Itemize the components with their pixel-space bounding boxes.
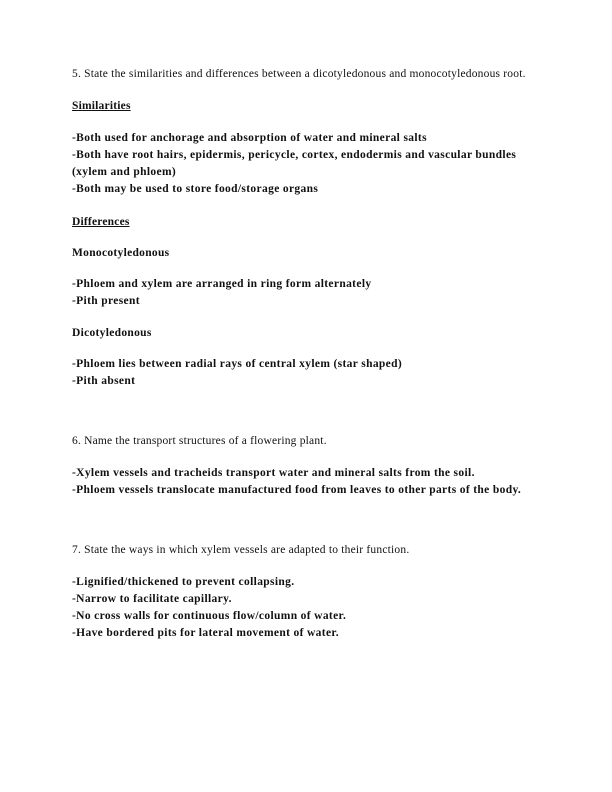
differences-heading: Differences <box>72 216 130 228</box>
dicot-heading: Dicotyledonous <box>72 327 152 339</box>
similarity-item: -Both have root hairs, epidermis, pericycle, cortex, endodermis and vascular bundles (xylem and phloem) <box>72 149 517 178</box>
document-page <box>72 66 552 642</box>
monocot-item: -Phloem and xylem are arranged in ring form alternately <box>72 278 372 290</box>
transport-item: -Phloem vessels translocate manufactured food from leaves to other parts of the body. <box>72 484 522 496</box>
dicot-item: -Phloem lies between radial rays of central xylem (star shaped) <box>72 358 403 370</box>
transport-item: -Xylem vessels and tracheids transport water and mineral salts from the soil. <box>72 467 475 479</box>
adaptation-item: -Have bordered pits for lateral movement of water. <box>72 627 340 639</box>
similarities-heading: Similarities <box>72 100 131 112</box>
similarity-item: -Both used for anchorage and absorption of water and mineral salts <box>72 132 427 144</box>
question-6: 6. Name the transport structures of a flowering plant. <box>72 435 327 447</box>
question-5: 5. State the similarities and differences between a dicotyledonous and monocotyledonous root. <box>72 68 526 80</box>
adaptation-item: -No cross walls for continuous flow/column of water. <box>72 610 347 622</box>
similarity-item: -Both may be used to store food/storage organs <box>72 183 319 195</box>
dicot-item: -Pith absent <box>72 375 136 387</box>
question-7: 7. State the ways in which xylem vessels are adapted to their function. <box>72 544 410 556</box>
monocot-item: -Pith present <box>72 295 140 307</box>
adaptation-item: -Lignified/thickened to prevent collapsing. <box>72 576 295 588</box>
monocot-heading: Monocotyledonous <box>72 247 170 259</box>
adaptation-item: -Narrow to facilitate capillary. <box>72 593 232 605</box>
